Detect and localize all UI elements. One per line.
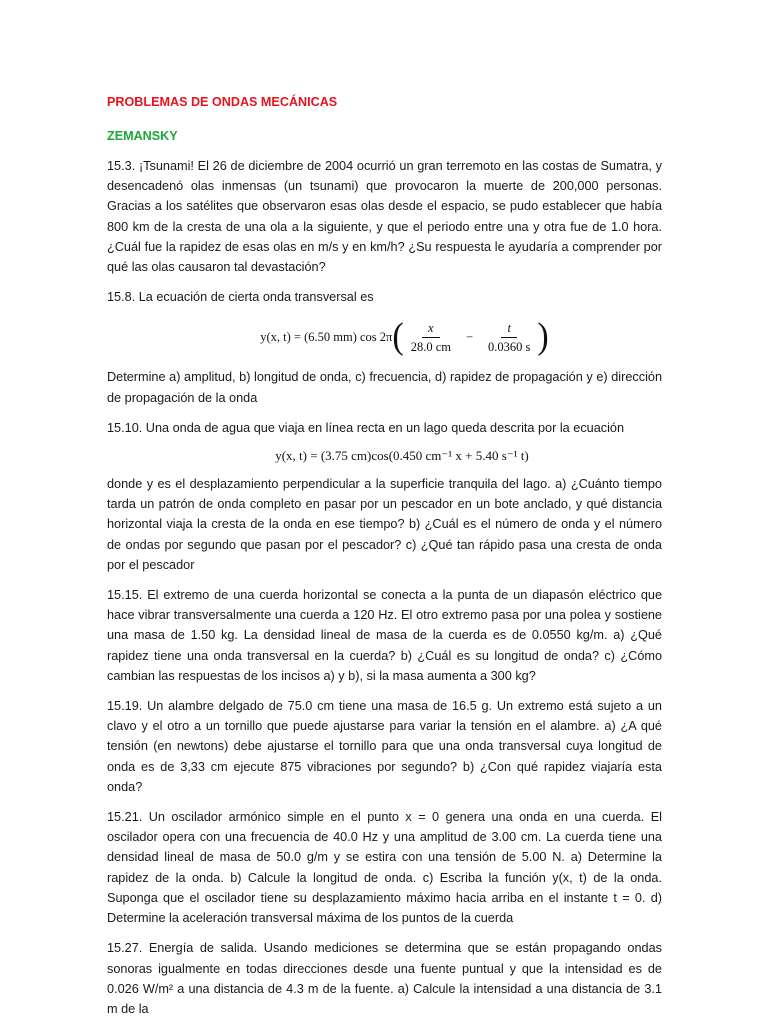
left-paren: ( xyxy=(392,316,404,358)
fraction-x-numerator: x xyxy=(422,321,440,338)
problem-15-27: 15.27. Energía de salida. Usando mediciones se determina que se están propagando ondas sonoras igualmente en todas direcciones desde una fuente puntual y que la intensidad es de 0.026 W/m² a una distancia de 4.3 m de la fuente. a) Calcule la intensidad a una distancia de 3.1 m de la xyxy=(107,941,662,1016)
problem-15-15: 15.15. El extremo de una cuerda horizontal se conecta a la punta de un diapasón eléctrico que hace vibrar transversalmente una cuerda a 120 Hz. El otro extremo pasa por una polea y sostiene una masa de 1.50 kg. La densidad lineal de masa de la cuerda es de 0.0550 kg/m. a) ¿Qué rapidez tiene una onda transversal en la cuerda? b) ¿Cuál es su longitud de onda? c) ¿Cómo cambian las respuestas de los incisos a) y b), si la masa aumenta a 300 kg? xyxy=(107,588,662,683)
document-body xyxy=(107,94,662,1019)
problem-15-8-intro: 15.8. La ecuación de cierta onda transversal es xyxy=(107,290,374,305)
fraction-x xyxy=(407,321,455,354)
author-heading: ZEMANSKY xyxy=(107,129,178,143)
fraction-t-denominator: 0.0360 s xyxy=(488,339,531,354)
equation-15-8 xyxy=(147,307,662,367)
equation-15-10: y(x, t) = (3.75 cm)cos(0.450 cm⁻¹ x + 5.40 s⁻¹ t) xyxy=(275,448,529,464)
problem-15-10-intro: 15.10. Una onda de agua que viaja en línea recta en un lago queda descrita por la ecuación xyxy=(107,420,625,435)
document-title: PROBLEMAS DE ONDAS MECÁNICAS xyxy=(107,95,338,109)
problem-15-8-text: Determine a) amplitud, b) longitud de onda, c) frecuencia, d) rapidez de propagación y e) dirección de propagación de la onda xyxy=(107,370,662,405)
fraction-t-numerator: t xyxy=(501,321,516,338)
minus-sign: − xyxy=(465,329,474,344)
right-paren: ) xyxy=(537,316,549,358)
equation-15-8-lhs: y(x, t) = (6.50 mm) cos 2π xyxy=(260,329,393,344)
problem-15-3: 15.3. ¡Tsunami! El 26 de diciembre de 2004 ocurrió un gran terremoto en las costas de Sumatra, y desencadenó olas inmensas (un tsunami) que provocaron la muerte de 200,000 personas. Gracias a los satélites que observaron esas olas desde el espacio, se pudo establecer que había 800 km de la cresta de una ola a la siguiente, y que el periodo entre una y otra fue de 1.0 hora. ¿Cuál fue la rapidez de esas olas en m/s y en km/h? ¿Su respuesta le ayudaría a comprender por qué las olas causaron tal devastación? xyxy=(107,159,662,275)
fraction-t xyxy=(484,321,534,354)
problem-15-19: 15.19. Un alambre delgado de 75.0 cm tiene una masa de 16.5 g. Un extremo está sujeto a un clavo y el otro a un tornillo que puede ajustarse para variar la tensión en el alambre. a) ¿A qué tensión (en newtons) debe ajustarse el tornillo para que una onda transversal cuya longitud de onda es de 3,33 cm ejecute 875 vibraciones por segundo? b) ¿Con qué rapidez viajaría esta onda? xyxy=(107,699,662,794)
problem-15-21: 15.21. Un oscilador armónico simple en el punto x = 0 genera una onda en una cuerda. El oscilador opera con una frecuencia de 40.0 Hz y una amplitud de 3.00 cm. La cuerda tiene una densidad lineal de masa de 50.0 g/m y se estira con una tensión de 5.00 N. a) Determine la rapidez de la onda. b) Calcule la longitud de onda. c) Escriba la función y(x, t) de la onda. Suponga que el oscilador tiene su desplazamiento máximo hacia arriba en el instante t = 0. d) Determine la aceleración transversal máxima de los puntos de la cuerda xyxy=(107,810,662,926)
problem-15-10-text: donde y es el desplazamiento perpendicular a la superficie tranquila del lago. a) ¿Cuánto tiempo tarda un patrón de onda completo en pasar por un pescador en un bote anclado, y qué distancia horizontal viaja la cresta de la onda en ese tiempo? b) ¿Cuál es el número de onda y el número de ondas por segundo que pasan por el pescador? c) ¿Qué tan rápido pasa una cresta de onda por el pescador xyxy=(107,477,662,572)
fraction-x-denominator: 28.0 cm xyxy=(410,339,451,354)
